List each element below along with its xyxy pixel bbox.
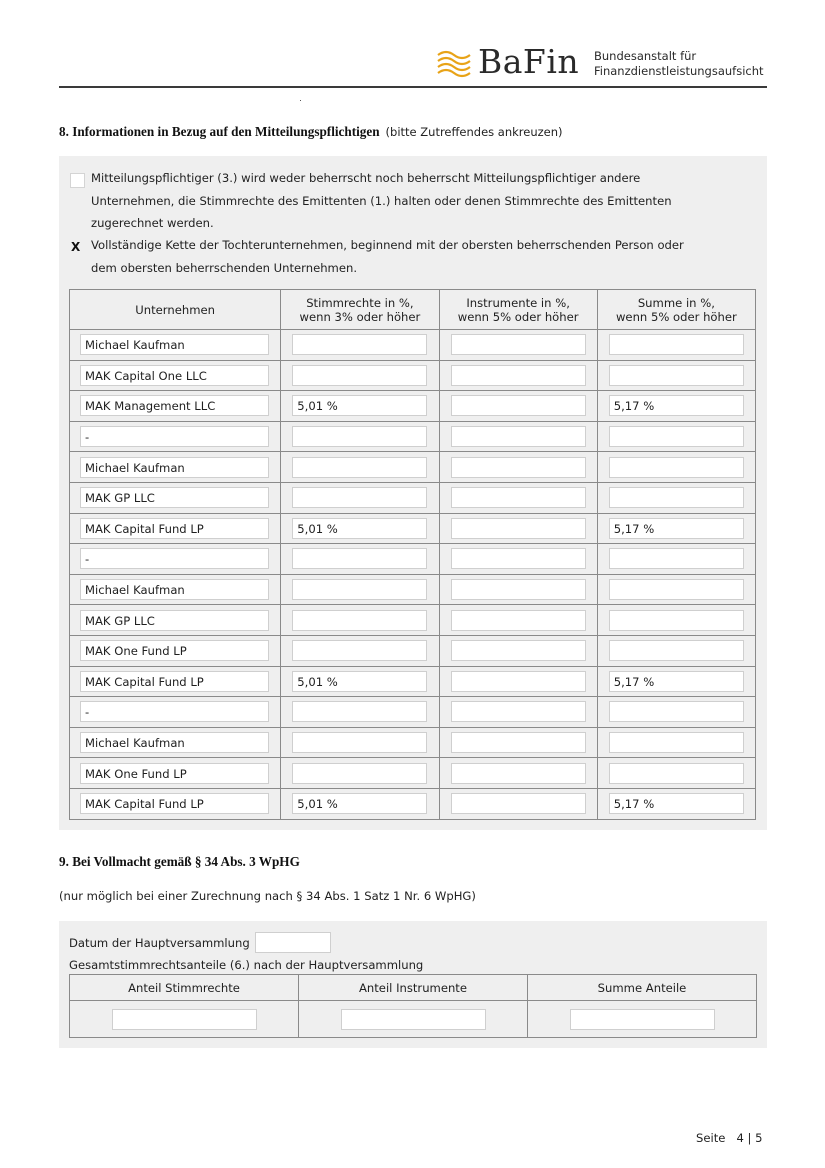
table-cell-total: [597, 635, 755, 666]
instruments-input[interactable]: [451, 701, 586, 722]
voting-rights-input[interactable]: 5,01 %: [292, 671, 427, 692]
section-8-title: [59, 124, 563, 140]
table-cell-instruments: [439, 513, 597, 544]
table-cell-total: [597, 391, 755, 422]
table-row: [70, 605, 756, 636]
table-cell-total: [597, 421, 755, 452]
table-cell-company: [70, 360, 281, 391]
header-company: [70, 290, 281, 330]
voting-rights-input[interactable]: [292, 763, 427, 784]
table-cell-instruments: [439, 605, 597, 636]
table-cell-instruments: [439, 574, 597, 605]
table-cell-company: [70, 330, 281, 361]
company-input[interactable]: Michael Kaufman: [80, 579, 269, 600]
cell-share-total: [528, 1001, 757, 1038]
option-1-line-3: zugerechnet werden.: [91, 216, 214, 230]
header-total: [597, 290, 755, 330]
table-row: [70, 544, 756, 575]
table-body: [70, 330, 756, 820]
table-cell-company: [70, 758, 281, 789]
table-cell-total: [597, 360, 755, 391]
total-input[interactable]: [609, 640, 744, 661]
section-9-note: (nur möglich bei einer Zurechnung nach § 34 Abs. 1 Satz 1 Nr. 6 WpHG): [59, 889, 476, 903]
total-input[interactable]: [609, 610, 744, 631]
company-input[interactable]: Michael Kaufman: [80, 334, 269, 355]
company-input[interactable]: MAK Capital Fund LP: [80, 518, 269, 539]
table-cell-instruments: [439, 452, 597, 483]
instruments-input[interactable]: [451, 763, 586, 784]
company-input[interactable]: MAK Management LLC: [80, 395, 269, 416]
total-input[interactable]: [609, 457, 744, 478]
table-cell-voting-rights: [281, 360, 439, 391]
header-company-label: Unternehmen: [135, 302, 215, 317]
stray-dot: [300, 100, 301, 101]
company-input[interactable]: Michael Kaufman: [80, 732, 269, 753]
table-cell-voting-rights: [281, 391, 439, 422]
table-cell-voting-rights: [281, 574, 439, 605]
option-not-controlled-text: [91, 167, 672, 235]
total-input[interactable]: 5,17 %: [609, 793, 744, 814]
header-instruments-line-1: Instrumente in %,: [466, 295, 570, 310]
page-number: [696, 1131, 763, 1145]
table-cell-company: [70, 635, 281, 666]
company-input[interactable]: MAK GP LLC: [80, 610, 269, 631]
company-input[interactable]: MAK One Fund LP: [80, 640, 269, 661]
voting-rights-input[interactable]: [292, 334, 427, 355]
table-cell-total: [597, 513, 755, 544]
header-voting-rights: [281, 290, 439, 330]
table-cell-total: [597, 482, 755, 513]
company-input[interactable]: MAK One Fund LP: [80, 763, 269, 784]
page-separator: |: [747, 1131, 752, 1145]
total-input[interactable]: [609, 365, 744, 386]
instruments-input[interactable]: [451, 487, 586, 508]
table-cell-company: [70, 727, 281, 758]
header-total-line-2: wenn 5% oder höher: [615, 309, 737, 324]
table-cell-company: [70, 452, 281, 483]
voting-rights-input[interactable]: [292, 610, 427, 631]
company-input[interactable]: MAK Capital One LLC: [80, 365, 269, 386]
table-cell-company: [70, 391, 281, 422]
voting-rights-input[interactable]: [292, 548, 427, 569]
table-cell-voting-rights: [281, 330, 439, 361]
table-row: [70, 360, 756, 391]
voting-rights-input[interactable]: 5,01 %: [292, 395, 427, 416]
page-label: Seite: [696, 1131, 726, 1145]
table-cell-company: [70, 544, 281, 575]
voting-rights-input[interactable]: 5,01 %: [292, 518, 427, 539]
instruments-input[interactable]: [451, 548, 586, 569]
table-cell-voting-rights: [281, 758, 439, 789]
instruments-input[interactable]: [451, 395, 586, 416]
header-voting-rights-line-2: wenn 3% oder höher: [299, 309, 421, 324]
total-input[interactable]: [609, 334, 744, 355]
header-share-voting-rights: Anteil Stimmrechte: [70, 975, 299, 1001]
instruments-input[interactable]: [451, 334, 586, 355]
voting-rights-input[interactable]: [292, 365, 427, 386]
table-cell-total: [597, 758, 755, 789]
header-divider: [59, 86, 767, 88]
instruments-input[interactable]: [451, 640, 586, 661]
company-input[interactable]: MAK Capital Fund LP: [80, 671, 269, 692]
table-cell-instruments: [439, 758, 597, 789]
table-cell-voting-rights: [281, 727, 439, 758]
share-total-input[interactable]: [570, 1009, 715, 1030]
section-8-subtitle: (bitte Zutreffendes ankreuzen): [385, 125, 563, 139]
table-cell-instruments: [439, 544, 597, 575]
voting-rights-input[interactable]: 5,01 %: [292, 793, 427, 814]
table-cell-voting-rights: [281, 605, 439, 636]
table-row: [70, 788, 756, 819]
company-input[interactable]: MAK Capital Fund LP: [80, 793, 269, 814]
table-cell-company: [70, 605, 281, 636]
company-input[interactable]: -: [80, 548, 269, 569]
table-cell-total: [597, 544, 755, 575]
company-input[interactable]: -: [80, 701, 269, 722]
table-cell-voting-rights: [281, 482, 439, 513]
table-cell-company: [70, 666, 281, 697]
bafin-logo: BaFin: [478, 42, 580, 81]
option-1-line-2: Unternehmen, die Stimmrechte des Emittenten (1.) halten oder denen Stimmrechte des Emittenten: [91, 193, 672, 208]
table-cell-instruments: [439, 727, 597, 758]
header-share-total: Summe Anteile: [528, 975, 757, 1001]
table-cell-total: [597, 727, 755, 758]
table-cell-total: [597, 788, 755, 819]
option-2-line-2: dem obersten beherrschenden Unternehmen.: [91, 260, 358, 275]
instruments-input[interactable]: [451, 793, 586, 814]
page-current: 4: [736, 1131, 744, 1145]
instruments-input[interactable]: [451, 365, 586, 386]
authority-line-1: Bundesanstalt für: [594, 49, 697, 63]
table-row: [70, 421, 756, 452]
option-2-line-1: Vollständige Kette der Tochterunternehmen, beginnend mit der obersten beherrschenden Person oder: [91, 238, 684, 252]
share-instruments-input[interactable]: [341, 1009, 486, 1030]
table-row: [70, 758, 756, 789]
voting-rights-input[interactable]: [292, 426, 427, 447]
total-input[interactable]: [609, 426, 744, 447]
total-input[interactable]: [609, 732, 744, 753]
header-instruments: [439, 290, 597, 330]
agm-date-label: Datum der Hauptversammlung: [69, 936, 250, 950]
total-input[interactable]: 5,17 %: [609, 671, 744, 692]
voting-rights-input[interactable]: [292, 640, 427, 661]
table-cell-instruments: [439, 391, 597, 422]
header-total-line-1: Summe in %,: [637, 295, 715, 310]
authority-name: [594, 49, 764, 79]
total-input[interactable]: [609, 701, 744, 722]
header-voting-rights-line-1: Stimmrechte in %,: [306, 295, 414, 310]
table-cell-company: [70, 574, 281, 605]
table-cell-total: [597, 452, 755, 483]
table-cell-voting-rights: [281, 697, 439, 728]
table-cell-company: [70, 788, 281, 819]
option-not-controlled-checkbox[interactable]: [70, 173, 85, 188]
table-cell-instruments: [439, 360, 597, 391]
table-header-row: [70, 290, 756, 330]
voting-rights-input[interactable]: [292, 457, 427, 478]
table-row: [70, 697, 756, 728]
table-row: [70, 330, 756, 361]
cell-share-voting-rights: [70, 1001, 299, 1038]
total-input[interactable]: [609, 763, 744, 784]
section-8-heading: 8. Informationen in Bezug auf den Mitteilungspflichtigen: [59, 124, 380, 139]
instruments-input[interactable]: [451, 732, 586, 753]
table-cell-total: [597, 666, 755, 697]
instruments-input[interactable]: [451, 457, 586, 478]
table-cell-instruments: [439, 788, 597, 819]
company-input[interactable]: -: [80, 426, 269, 447]
bafin-waves-icon: [437, 49, 471, 79]
table-row: [70, 666, 756, 697]
table-cell-total: [597, 605, 755, 636]
voting-rights-input[interactable]: [292, 701, 427, 722]
header-share-instruments: Anteil Instrumente: [299, 975, 528, 1001]
page-header: [0, 0, 825, 100]
share-voting-rights-input[interactable]: [112, 1009, 257, 1030]
table-cell-instruments: [439, 482, 597, 513]
table-cell-instruments: [439, 697, 597, 728]
option-full-chain-text: [91, 234, 684, 279]
agm-totals-table: [69, 974, 757, 1038]
company-input[interactable]: Michael Kaufman: [80, 457, 269, 478]
instruments-input[interactable]: [451, 426, 586, 447]
table-cell-total: [597, 574, 755, 605]
table-row: [70, 391, 756, 422]
table-cell-voting-rights: [281, 452, 439, 483]
instruments-input[interactable]: [451, 671, 586, 692]
authority-line-2: Finanzdienstleistungsaufsicht: [594, 64, 764, 78]
instruments-input[interactable]: [451, 579, 586, 600]
header-instruments-line-2: wenn 5% oder höher: [457, 309, 579, 324]
table-row: [70, 513, 756, 544]
instruments-input[interactable]: [451, 518, 586, 539]
table-cell-total: [597, 697, 755, 728]
voting-rights-input[interactable]: [292, 732, 427, 753]
table-row: [70, 482, 756, 513]
total-input[interactable]: 5,17 %: [609, 518, 744, 539]
total-input[interactable]: [609, 548, 744, 569]
page-total: 5: [755, 1131, 763, 1145]
table-row: [70, 727, 756, 758]
table-cell-voting-rights: [281, 635, 439, 666]
table-cell-instruments: [439, 330, 597, 361]
table-row: [70, 574, 756, 605]
voting-rights-input[interactable]: [292, 579, 427, 600]
section-9-title: 9. Bei Vollmacht gemäß § 34 Abs. 3 WpHG: [59, 854, 300, 869]
table-cell-voting-rights: [281, 421, 439, 452]
section-8-panel: [59, 156, 767, 830]
agm-value-row: [70, 1001, 757, 1038]
table-cell-total: [597, 330, 755, 361]
agm-date-input[interactable]: [255, 932, 331, 953]
table-cell-voting-rights: [281, 513, 439, 544]
total-voting-rights-label: Gesamtstimmrechtsanteile (6.) nach der Hauptversammlung: [69, 958, 424, 972]
table-cell-voting-rights: [281, 788, 439, 819]
instruments-input[interactable]: [451, 610, 586, 631]
table-cell-voting-rights: [281, 544, 439, 575]
table-cell-instruments: [439, 666, 597, 697]
table-cell-company: [70, 513, 281, 544]
agm-header-row: [70, 975, 757, 1001]
total-input[interactable]: [609, 487, 744, 508]
control-chain-table: [69, 289, 756, 820]
table-cell-company: [70, 421, 281, 452]
table-cell-company: [70, 482, 281, 513]
option-1-line-1: Mitteilungspflichtiger (3.) wird weder beherrscht noch beherrscht Mitteilungspflichtiger andere: [91, 171, 641, 185]
table-row: [70, 635, 756, 666]
section-9-panel: [59, 921, 767, 1048]
option-full-chain-checkbox[interactable]: X: [71, 240, 81, 254]
table-cell-company: [70, 697, 281, 728]
total-input[interactable]: [609, 579, 744, 600]
company-input[interactable]: MAK GP LLC: [80, 487, 269, 508]
voting-rights-input[interactable]: [292, 487, 427, 508]
table-cell-instruments: [439, 635, 597, 666]
table-row: [70, 452, 756, 483]
cell-share-instruments: [299, 1001, 528, 1038]
table-cell-voting-rights: [281, 666, 439, 697]
total-input[interactable]: 5,17 %: [609, 395, 744, 416]
table-cell-instruments: [439, 421, 597, 452]
